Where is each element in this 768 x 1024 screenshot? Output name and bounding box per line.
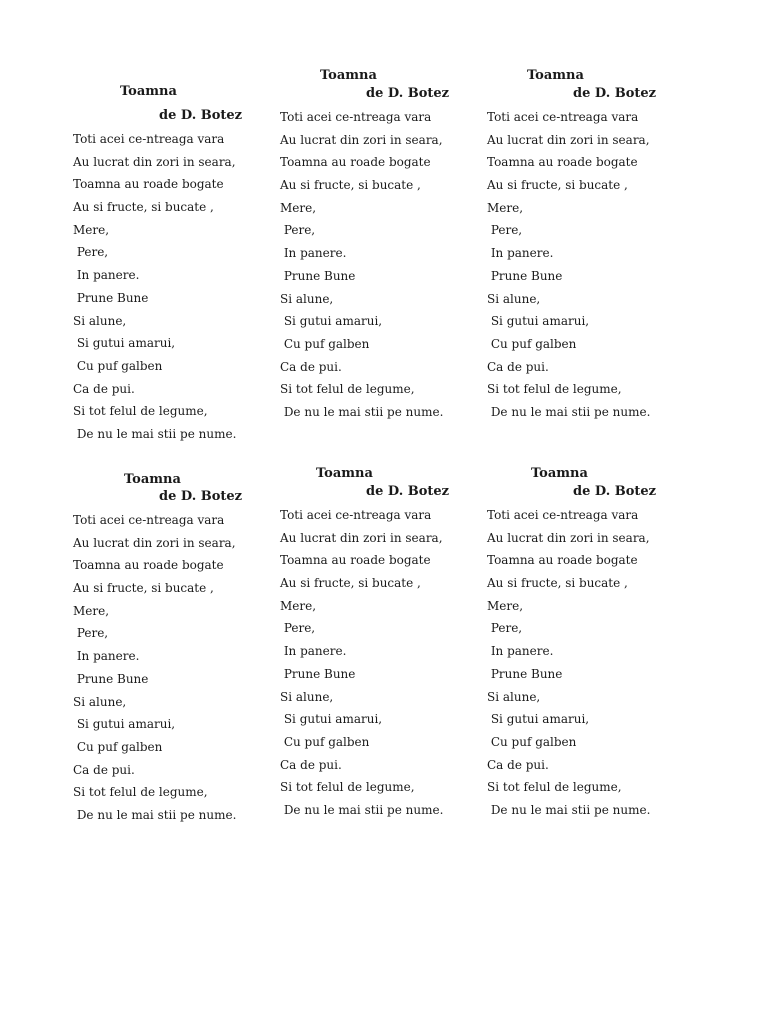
poem-lines <box>280 106 443 424</box>
poem-lines <box>487 106 650 424</box>
poem-title: Toamna <box>124 472 181 487</box>
poem-line: Toti acei ce-ntreaga vara <box>73 132 225 146</box>
poem-lines <box>280 504 443 822</box>
poem-line: Si tot felul de legume, <box>73 785 208 800</box>
poem-line: Toamna au roade bogate <box>280 553 431 568</box>
poem-line: Ca de pui. <box>73 762 135 777</box>
poem-line: De nu le mai stii pe nume. <box>280 404 444 419</box>
poem-line: Au si fructe, si bucate , <box>280 576 421 591</box>
poem-line: Cu puf galben <box>73 739 163 754</box>
poem-line: Prune Bune <box>280 666 356 681</box>
poem-author: de D. Botez <box>573 86 657 101</box>
poem-line: Pere, <box>280 621 316 636</box>
poem-line: Si gutui amarui, <box>280 314 383 329</box>
poem-line: Prune Bune <box>487 666 563 681</box>
poem-line: In panere. <box>73 268 140 283</box>
poem-line: Si gutui amarui, <box>487 712 590 727</box>
poem-line: Au lucrat din zori in seara, <box>487 132 650 147</box>
poem-line: De nu le mai stii pe nume. <box>73 807 237 822</box>
poem-line: Toamna au roade bogate <box>487 553 638 568</box>
poem-line: Toamna au roade bogate <box>73 177 224 192</box>
poem-line: Mere, <box>487 200 524 215</box>
poem-title: Toamna <box>531 466 588 481</box>
poem-line: Ca de pui. <box>487 757 549 772</box>
poem-line: Si tot felul de legume, <box>280 382 415 397</box>
poem-line: De nu le mai stii pe nume. <box>280 802 444 817</box>
poem-title: Toamna <box>316 466 373 481</box>
poem-title: Toamna <box>320 68 377 83</box>
poem-line: Prune Bune <box>280 268 356 283</box>
poem-line: In panere. <box>280 644 347 659</box>
poem-line: In panere. <box>73 649 140 664</box>
poem-line: Au si fructe, si bucate , <box>73 581 214 596</box>
poem-line: Ca de pui. <box>487 359 549 374</box>
poem-author: de D. Botez <box>366 86 450 101</box>
poem-line: Si alune, <box>280 689 334 704</box>
poem-line: Au lucrat din zori in seara, <box>280 132 443 147</box>
poem-line: Cu puf galben <box>73 358 163 373</box>
poem-line: Pere, <box>487 621 523 636</box>
poem-line: Cu puf galben <box>280 734 370 749</box>
poem-line: In panere. <box>487 644 554 659</box>
poem-line: Prune Bune <box>73 290 149 305</box>
poem-line: Si alune, <box>73 694 127 709</box>
poem-line: Toamna au roade bogate <box>280 155 431 170</box>
poem-line: Toti acei ce-ntreaga vara <box>73 513 225 527</box>
poem-line: Si tot felul de legume, <box>280 780 415 795</box>
poem-lines <box>73 509 236 827</box>
poem-line: Si alune, <box>280 291 334 306</box>
poem-line: Si gutui amarui, <box>280 712 383 727</box>
poem-line: Toamna au roade bogate <box>73 558 224 573</box>
poem-line: In panere. <box>280 246 347 261</box>
poem-line: Au lucrat din zori in seara, <box>280 530 443 545</box>
poem-line: Au lucrat din zori in seara, <box>73 154 236 169</box>
poem-author: de D. Botez <box>159 108 243 123</box>
poem-title: Toamna <box>527 68 584 83</box>
poem-line: Si gutui amarui, <box>73 717 176 732</box>
poem-line: Ca de pui. <box>280 359 342 374</box>
poem-line: Prune Bune <box>487 268 563 283</box>
poem-line: Toti acei ce-ntreaga vara <box>280 508 432 522</box>
poem-line: Mere, <box>487 598 524 613</box>
poem-line: Si gutui amarui, <box>487 314 590 329</box>
poem-line: Ca de pui. <box>280 757 342 772</box>
poem-line: Pere, <box>73 626 109 641</box>
poem-line: Au lucrat din zori in seara, <box>487 530 650 545</box>
poem-line: Cu puf galben <box>487 734 577 749</box>
poem-lines <box>487 504 650 822</box>
poem-line: Pere, <box>73 245 109 260</box>
poem-line: Si tot felul de legume, <box>487 780 622 795</box>
poem-author: de D. Botez <box>573 484 657 499</box>
poem-line: Si alune, <box>487 689 541 704</box>
poem-author: de D. Botez <box>159 489 243 504</box>
poem-line: Cu puf galben <box>280 336 370 351</box>
poem-line: Toti acei ce-ntreaga vara <box>487 110 639 124</box>
poem-line: Si gutui amarui, <box>73 336 176 351</box>
poem-line: Au si fructe, si bucate , <box>487 576 628 591</box>
poem-line: Mere, <box>280 200 317 215</box>
poem-line: Si alune, <box>487 291 541 306</box>
poem-line: Toti acei ce-ntreaga vara <box>280 110 432 124</box>
poem-line: Toti acei ce-ntreaga vara <box>487 508 639 522</box>
poem-line: Mere, <box>73 603 110 618</box>
poem-lines <box>73 128 236 446</box>
poem-line: Mere, <box>73 222 110 237</box>
poem-line: Prune Bune <box>73 671 149 686</box>
poem-author: de D. Botez <box>366 484 450 499</box>
poem-line: Au si fructe, si bucate , <box>280 178 421 193</box>
poem-line: Au si fructe, si bucate , <box>487 178 628 193</box>
poem-line: Cu puf galben <box>487 336 577 351</box>
poem-line: De nu le mai stii pe nume. <box>487 404 651 419</box>
poem-line: Ca de pui. <box>73 381 135 396</box>
poem-line: Si alune, <box>73 313 127 328</box>
poem-line: Au lucrat din zori in seara, <box>73 535 236 550</box>
poem-line: Pere, <box>487 223 523 238</box>
poem-line: Mere, <box>280 598 317 613</box>
poem-line: Au si fructe, si bucate , <box>73 200 214 215</box>
poem-line: Si tot felul de legume, <box>73 404 208 419</box>
poem-title: Toamna <box>120 84 177 99</box>
poem-line: De nu le mai stii pe nume. <box>487 802 651 817</box>
poem-line: Toamna au roade bogate <box>487 155 638 170</box>
poem-line: Pere, <box>280 223 316 238</box>
poem-line: Si tot felul de legume, <box>487 382 622 397</box>
poem-line: De nu le mai stii pe nume. <box>73 426 237 441</box>
poem-line: In panere. <box>487 246 554 261</box>
